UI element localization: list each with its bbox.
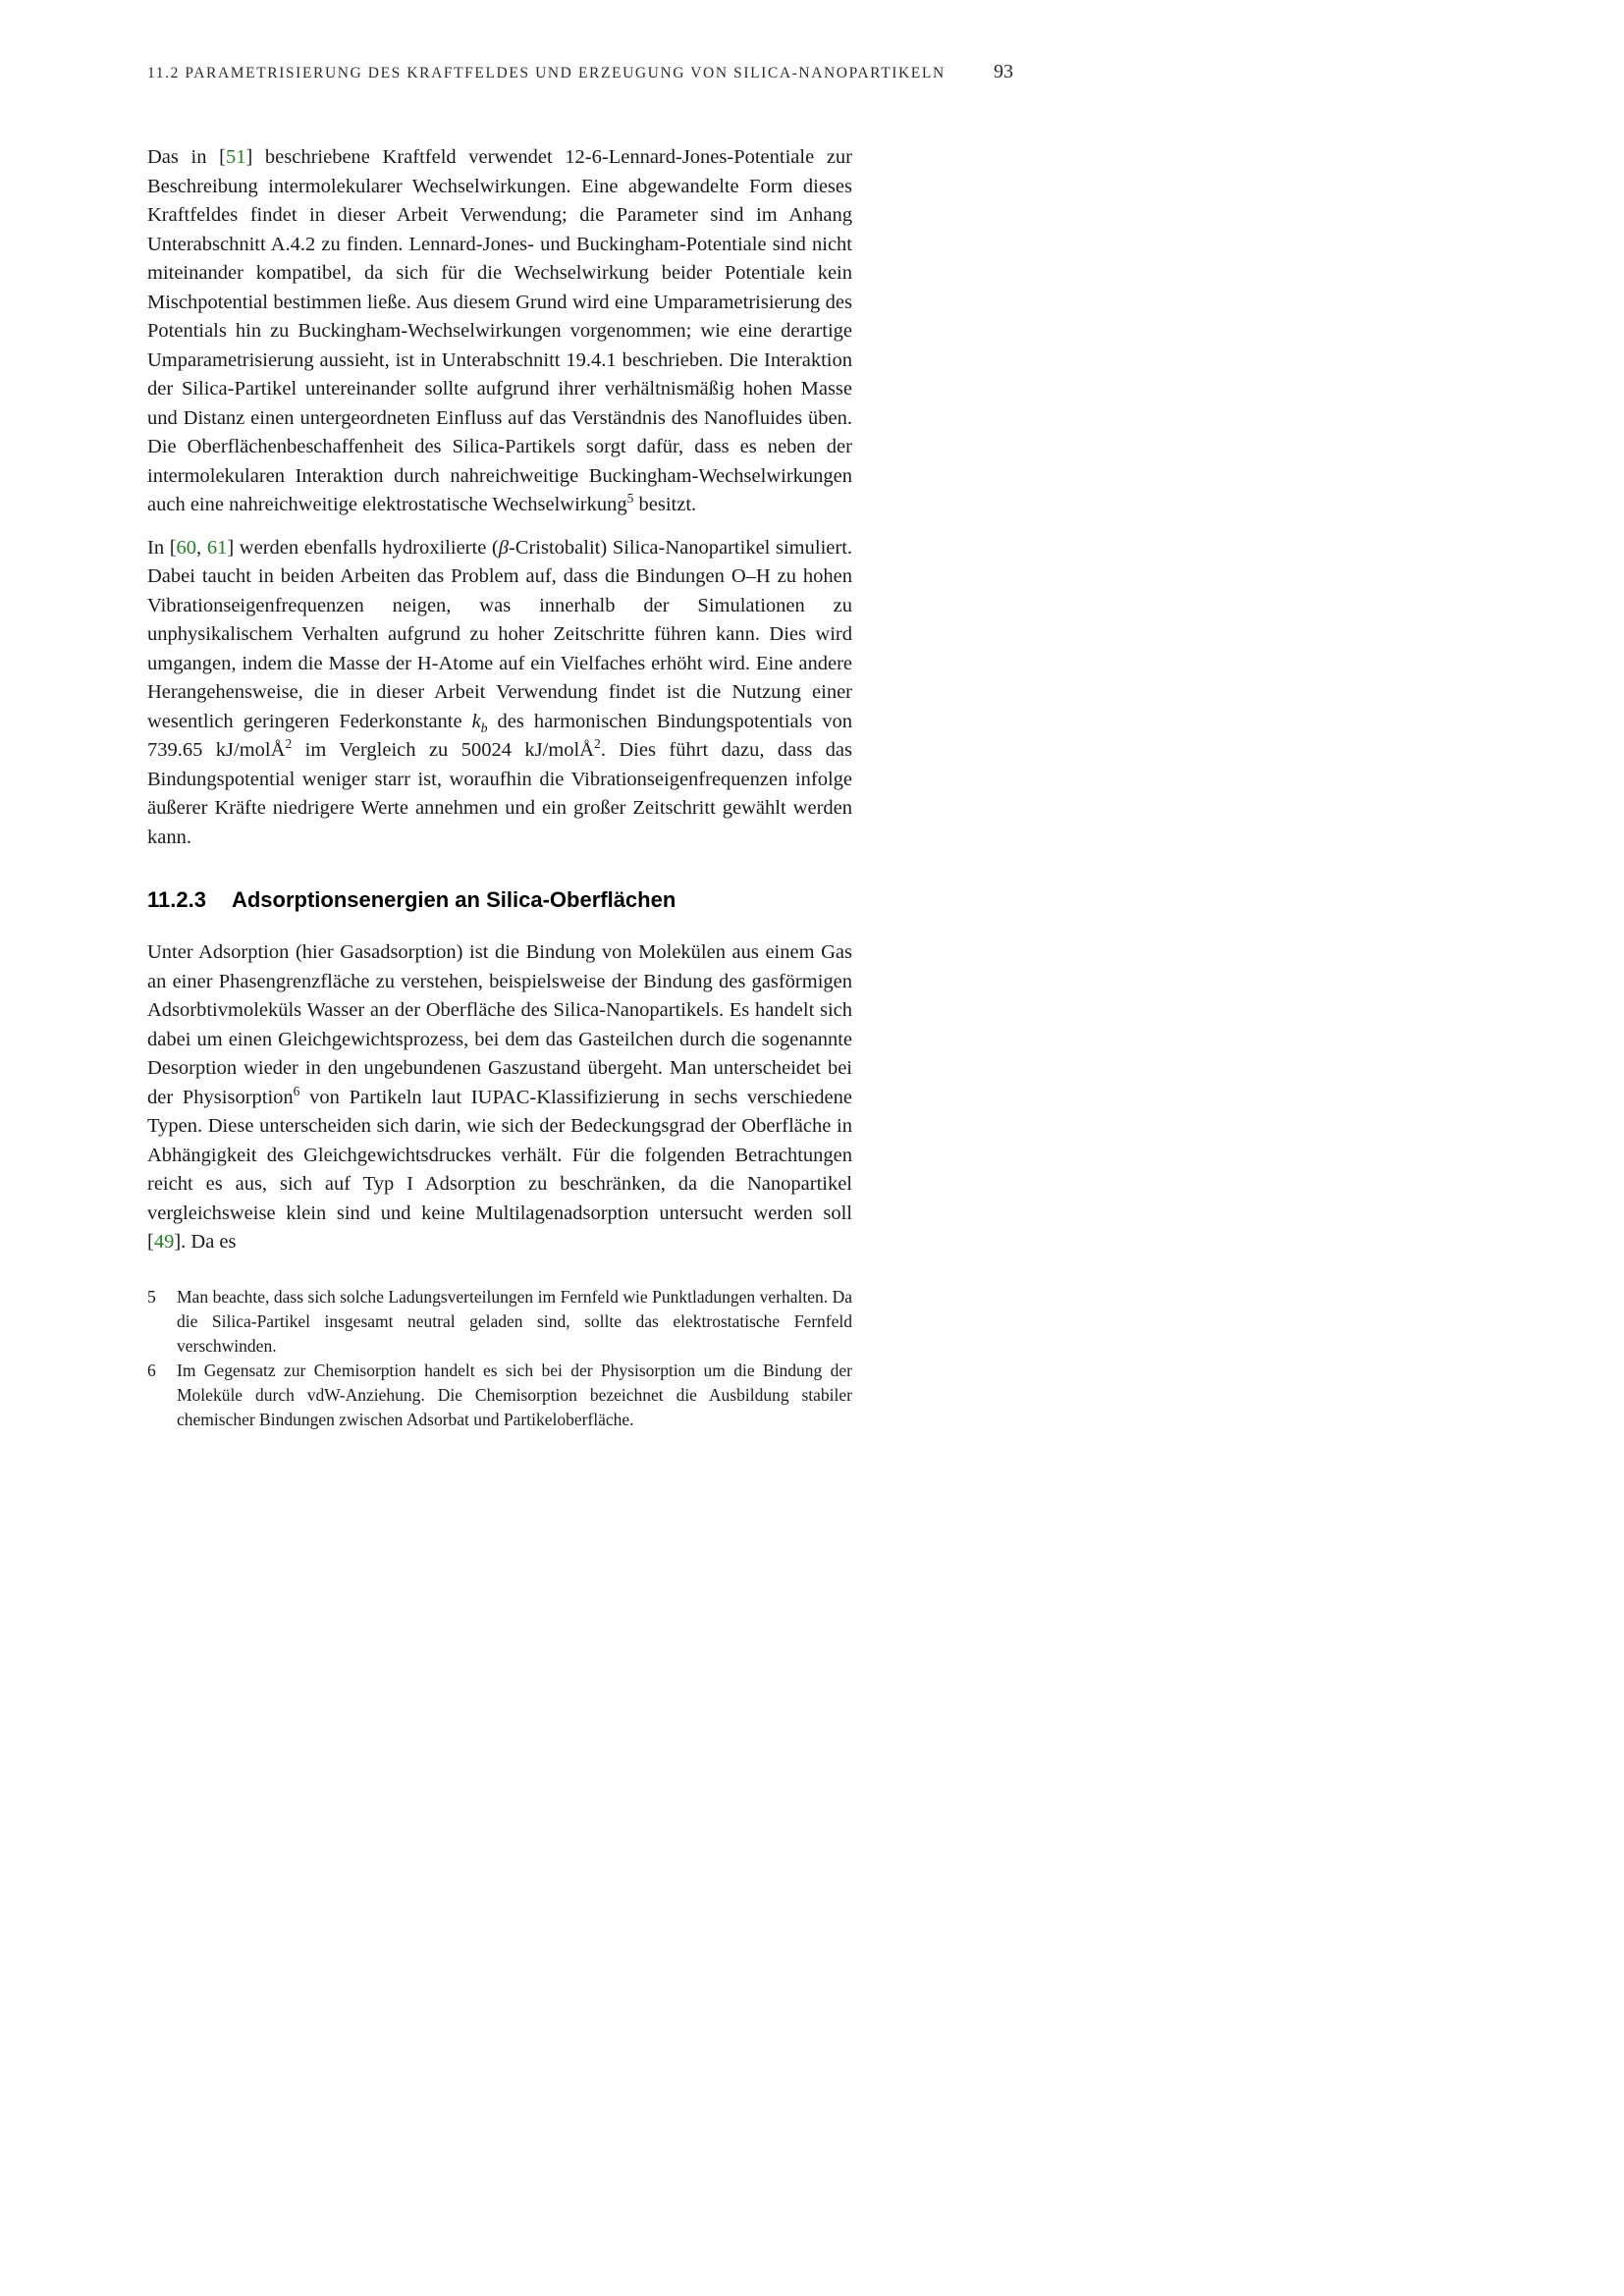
footnote-text: Man beachte, dass sich solche Ladungsverteilungen im Fernfeld wie Punktladungen verhalten. Da die Silica-Partikel insgesamt neutral geladen sind, sollte das elektrostatische Fernfeld verschwinden. (177, 1286, 852, 1356)
citation-link[interactable]: 49 (153, 1231, 175, 1253)
paragraph: Das in [51] beschriebene Kraftfeld verwendet 12-6-Lennard-Jones-Potentiale zur Beschreibung intermolekularer Wechselwirkungen. Eine abgewandelte Form dieses Kraftfeldes findet in dieser Arbeit Verwendung; die Parameter sind im Anhang Unterabschnitt A.4.2 zu finden. Lennard-Jones- und Buckingham-Potentiale sind nicht miteinander kompatibel, da sich für die Wechselwirkung beider Potentiale kein Mischpotential bestimmen ließe. Aus diesem Grund wird eine Umparametrisierung des Potentials hin zu Buckingham-Wechselwirkungen vorgenommen; wie eine derartige Umparametrisierung aussieht, ist in Unterabschnitt 19.4.1 beschrieben. Die Interaktion der Silica-Partikel untereinander sollte aufgrund ihrer verhältnismäßig hohen Masse und Distanz einen untergeordneten Einfluss auf das Verständnis des Nanofluides üben. Die Oberflächenbeschaffenheit des Silica-Partikels sorgt dafür, dass es neben der intermolekularen Interaktion durch nahreichweitige Buckingham-Wechselwirkungen auch eine nahreichweitige elektrostatische Wechselwirkung$^5$ besitzt. (147, 146, 852, 515)
paragraph: Unter Adsorption (hier Gasadsorption) ist die Bindung von Molekülen aus einem Gas an einer Phasengrenzfläche zu verstehen, beispielsweise der Bindung des gasförmigen Adsorbtivmoleküls Wasser an der Oberfläche des Silica-Nanopartikels. Es handelt sich dabei um einen Gleichgewichtsprozess, bei dem das Gasteilchen durch die sogenannte Desorption wieder in den ungebundenen Gaszustand übergeht. Man unterscheidet bei der Physisorption$^6$ von Partikeln laut IUPAC-Klassifizierung in sechs verschiedene Typen. Diese unterscheiden sich darin, wie sich der Bedeckungsgrad der Oberfläche in Abhängigkeit des Gleichgewichtsdruckes verhält. Für die folgenden Betrachtungen reicht es aus, sich auf Typ I Adsorption zu beschränken, da die Nanopartikel vergleichsweise klein sind und keine Multilagenadsorption untersucht werden soll [49]. Da es (147, 941, 852, 1253)
citation-link[interactable]: 60 (176, 536, 197, 559)
running-header (147, 61, 1013, 83)
section-number: 11.2.3 (147, 887, 206, 912)
footnote-marker: 2 (285, 736, 293, 752)
footnote-text: Im Gegensatz zur Chemisorption handelt es sich bei der Physisorption um die Bindung der Moleküle durch vdW-Anziehung. Die Chemisorption bezeichnet die Ausbildung stabiler chemischer Bindungen zwischen Adsorbat und Partikeloberfläche. (177, 1360, 852, 1429)
footnote-marker: 5 (626, 491, 634, 507)
math-subscript: b (480, 720, 488, 735)
footnote-marker: 2 (594, 736, 601, 752)
footnote (147, 1285, 852, 1359)
footnote-number: 6 (147, 1360, 156, 1380)
running-header-title: 11.2 PARAMETRISIERUNG DES KRAFTFELDES UND ERZEUGUNG VON SILICA-NANOPARTIKELN (147, 65, 946, 81)
section-title: Adsorptionsenergien an Silica-Oberflächen (231, 887, 677, 912)
footnote (147, 1359, 852, 1432)
paragraph: In [60, 61] werden ebenfalls hydroxilierte (β-Cristobalit) Silica-Nanopartikel simuliert. Dabei taucht in beiden Arbeiten das Problem auf, dass die Bindungen O–H zu hohen Vibrationseigenfrequenzen neigen, was innerhalb der Simulationen zu unphysikalischem Verhalten aufgrund zu hoher Zeitschritte führen kann. Dies wird umgangen, indem die Masse der H-Atome auf ein Vielfaches erhöht wird. Eine andere Herangehensweise, die in dieser Arbeit Verwendung findet ist die Nutzung einer wesentlich geringeren Federkonstante $k_b$ des harmonischen Bindungspotentials von 739.65 kJ/molÅ$^2$ im Vergleich zu 50024 kJ/molÅ$^2$. Dies führt dazu, dass das Bindungspotential weniger starr ist, woraufhin die Vibrationseigenfrequenzen infolge äußerer Kräfte niedrigere Werte annehmen und ein großer Zeitschritt gewählt werden kann. (147, 536, 853, 848)
footnotes (147, 1285, 852, 1432)
math-variable: β (498, 536, 509, 559)
footnote-number: 5 (147, 1286, 156, 1307)
section-heading (147, 887, 852, 913)
citation-link[interactable]: 51 (225, 146, 246, 168)
math-variable: k (471, 710, 481, 732)
citation-link[interactable]: 61 (206, 536, 228, 559)
footnote-marker: 6 (293, 1083, 300, 1098)
text-column (147, 143, 852, 1432)
page-number: 93 (994, 61, 1013, 82)
